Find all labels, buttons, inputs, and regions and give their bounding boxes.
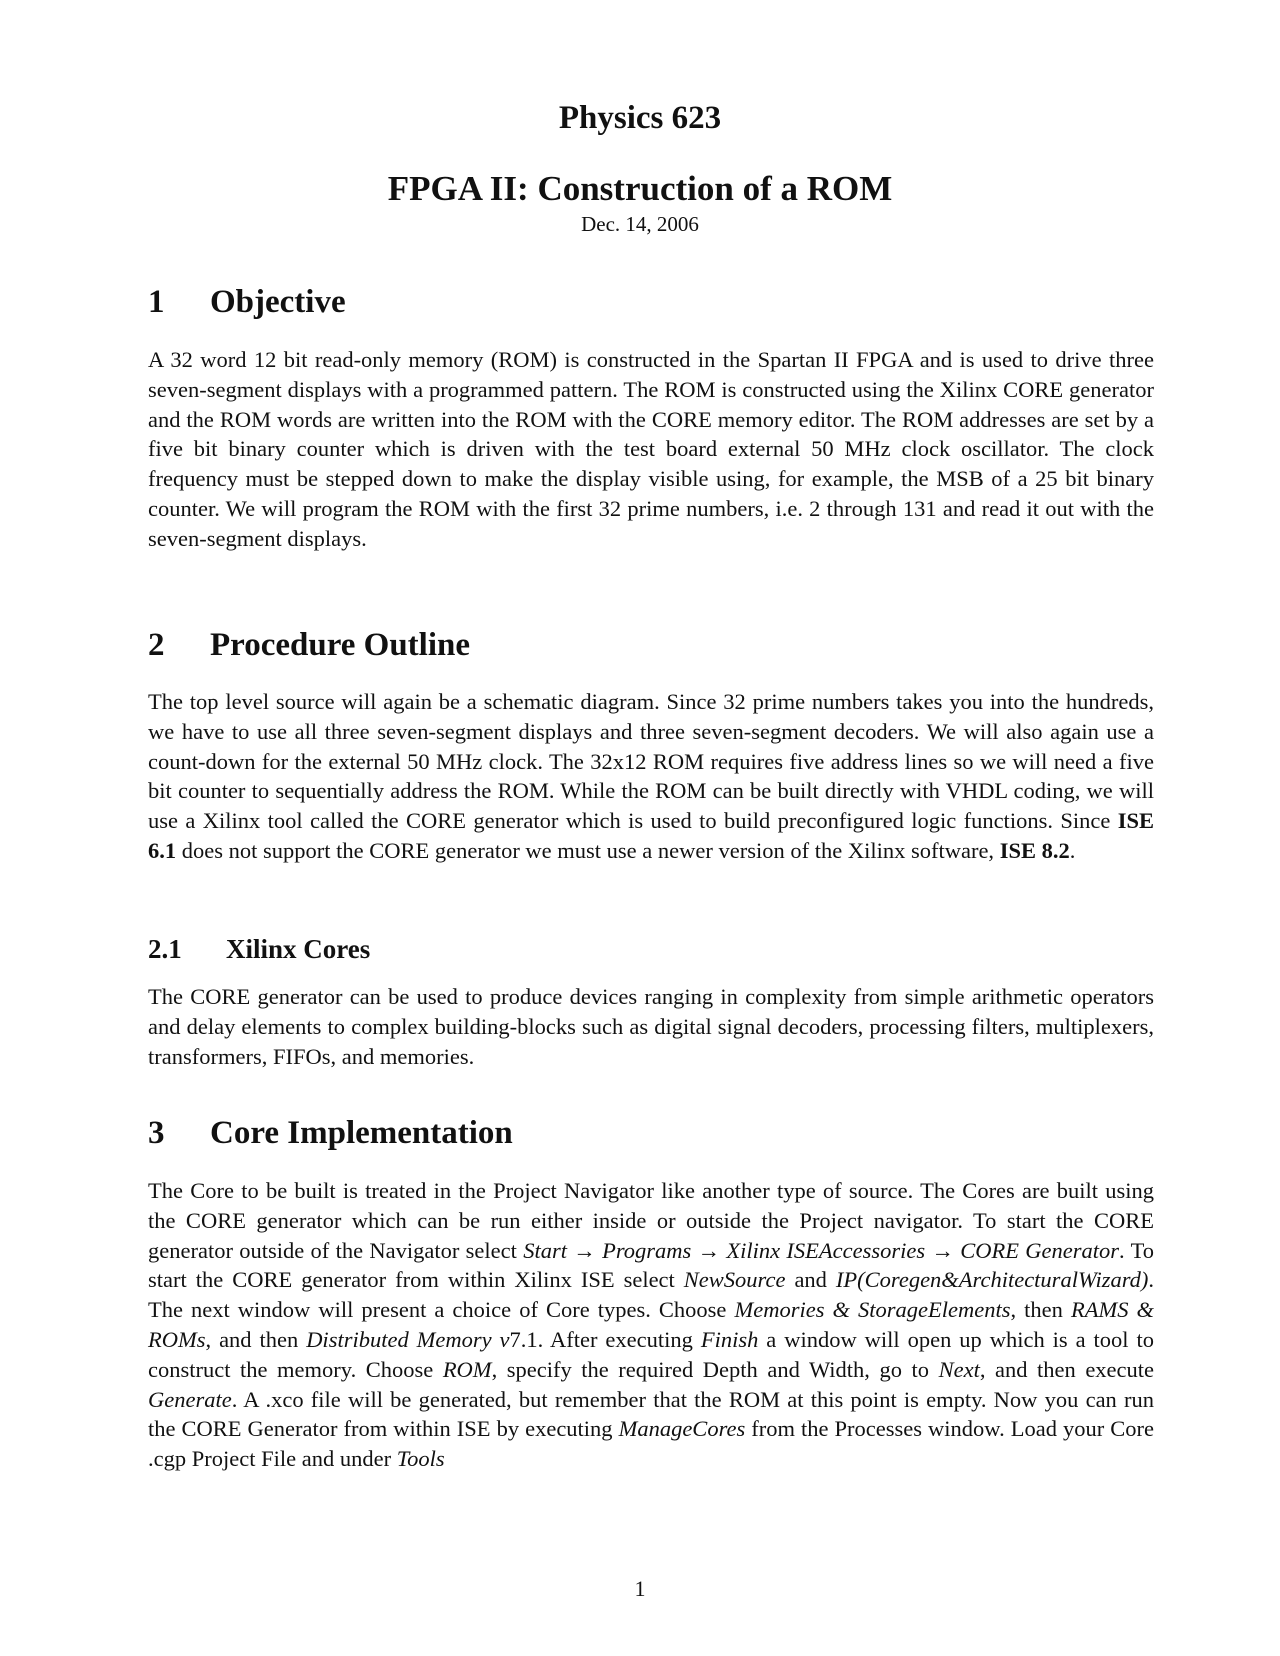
text-run: . bbox=[1069, 837, 1076, 863]
text-run: and bbox=[785, 1267, 836, 1293]
section-heading-objective bbox=[148, 282, 1148, 322]
document-title: FPGA II: Construction of a ROM bbox=[387, 169, 893, 208]
menu-path: Start → Programs → Xilinx ISEAccessories → CORE Generator bbox=[523, 1237, 1120, 1263]
subsection-title: Xilinx Cores bbox=[226, 934, 371, 964]
section-number: 3 bbox=[148, 1115, 165, 1151]
course-title: Physics 623 bbox=[558, 100, 722, 136]
text-run: a window will open up which is a tool to construct the memory. Choose bbox=[148, 1326, 1154, 1382]
section-title: Core Implementation bbox=[210, 1115, 513, 1151]
menu-term: Memories & StorageElements bbox=[734, 1297, 1011, 1323]
text-run: The Core to be built is treated in the Project Navigator like another type of source. The Cores are built using the CORE generator which can be run either inside or outside the Project navigator. To start the CORE generator outside of the Navigator select bbox=[148, 1178, 1154, 1263]
text-run: from the Processes window. Load your Core .cgp Project File and under bbox=[148, 1416, 1154, 1472]
menu-term: Generate bbox=[148, 1386, 232, 1412]
menu-term: Distributed Memory v bbox=[306, 1326, 510, 1352]
text-run: The top level source will again be a schematic diagram. Since 32 prime numbers takes you into the hundreds, we have to use all three seven-segment displays and three seven-segment decoders. We will also again use a count-down for the external 50 MHz clock. The 32x12 ROM requires five address lines so we will need a five bit counter to sequentially address the ROM. While the ROM can be built directly with VHDL coding, we will use a Xilinx tool called the CORE generator which is used to build preconfigured logic functions. Since bbox=[148, 689, 1154, 834]
text-run: 7.1. After executing bbox=[509, 1326, 701, 1352]
subsection-number: 2.1 bbox=[148, 934, 182, 964]
core-implementation-paragraph bbox=[148, 1176, 1154, 1474]
procedure-outline-paragraph bbox=[148, 687, 1154, 866]
section-heading-procedure-outline bbox=[148, 625, 1148, 665]
page-number: 1 bbox=[634, 1576, 646, 1601]
section-title: Objective bbox=[210, 284, 346, 320]
subsection-heading-xilinx-cores bbox=[148, 932, 1148, 966]
section-number: 2 bbox=[148, 627, 165, 663]
software-version-ise61: ISE 6.1 bbox=[148, 808, 1154, 863]
objective-paragraph: A 32 word 12 bit read-only memory (ROM) is constructed in the Spartan II FPGA and is used to drive three seven-segment displays with a programmed pattern. The ROM is constructed using the Xilinx CORE generator and the ROM words are written into the ROM with the CORE memory editor. The ROM addresses are set by a five bit binary counter which is driven with the test board external 50 MHz clock oscillator. The clock frequency must be stepped down to make the display visible using, for example, the MSB of a 25 bit binary counter. We will program the ROM with the first 32 prime numbers, i.e. 2 through 131 and read it out with the seven-segment displays. bbox=[148, 347, 1154, 551]
document-date: Dec. 14, 2006 bbox=[581, 212, 699, 236]
section-heading-core-implementation bbox=[148, 1113, 1148, 1153]
text-run: . The next window will present a choice of Core types. Choose bbox=[148, 1267, 1154, 1323]
text-run: , and then bbox=[205, 1326, 307, 1352]
xilinx-cores-paragraph: The CORE generator can be used to produce devices ranging in complexity from simple arithmetic operators and delay elements to complex building-blocks such as digital signal decoders, processing filters, multiplexers, transformers, FIFOs, and memories. bbox=[148, 984, 1154, 1069]
text-run: . A .xco file will be generated, but remember that the ROM at this point is empty. Now you can run the CORE Generator from within ISE by executing bbox=[148, 1386, 1154, 1442]
text-run: , specify the required Depth and Width, go to bbox=[491, 1356, 939, 1382]
menu-term: Next bbox=[938, 1356, 980, 1382]
menu-term: IP(Coregen&ArchitecturalWizard) bbox=[835, 1267, 1149, 1293]
menu-term: ManageCores bbox=[618, 1416, 746, 1442]
menu-term: Tools bbox=[396, 1446, 445, 1472]
menu-term: Finish bbox=[700, 1326, 759, 1352]
text-run: . To start the CORE generator from within Xilinx ISE select bbox=[148, 1237, 1154, 1293]
text-run: does not support the CORE generator we must use a newer version of the Xilinx software, bbox=[176, 837, 1000, 863]
section-title: Procedure Outline bbox=[210, 627, 471, 663]
section-number: 1 bbox=[148, 284, 165, 320]
software-version-ise82: ISE 8.2 bbox=[999, 837, 1070, 863]
menu-term: NewSource bbox=[683, 1267, 786, 1293]
text-run: , and then execute bbox=[979, 1356, 1155, 1382]
menu-term: ROM bbox=[442, 1356, 492, 1382]
text-run: , then bbox=[1010, 1297, 1071, 1323]
menu-term: RAMS & ROMs bbox=[148, 1297, 1154, 1352]
